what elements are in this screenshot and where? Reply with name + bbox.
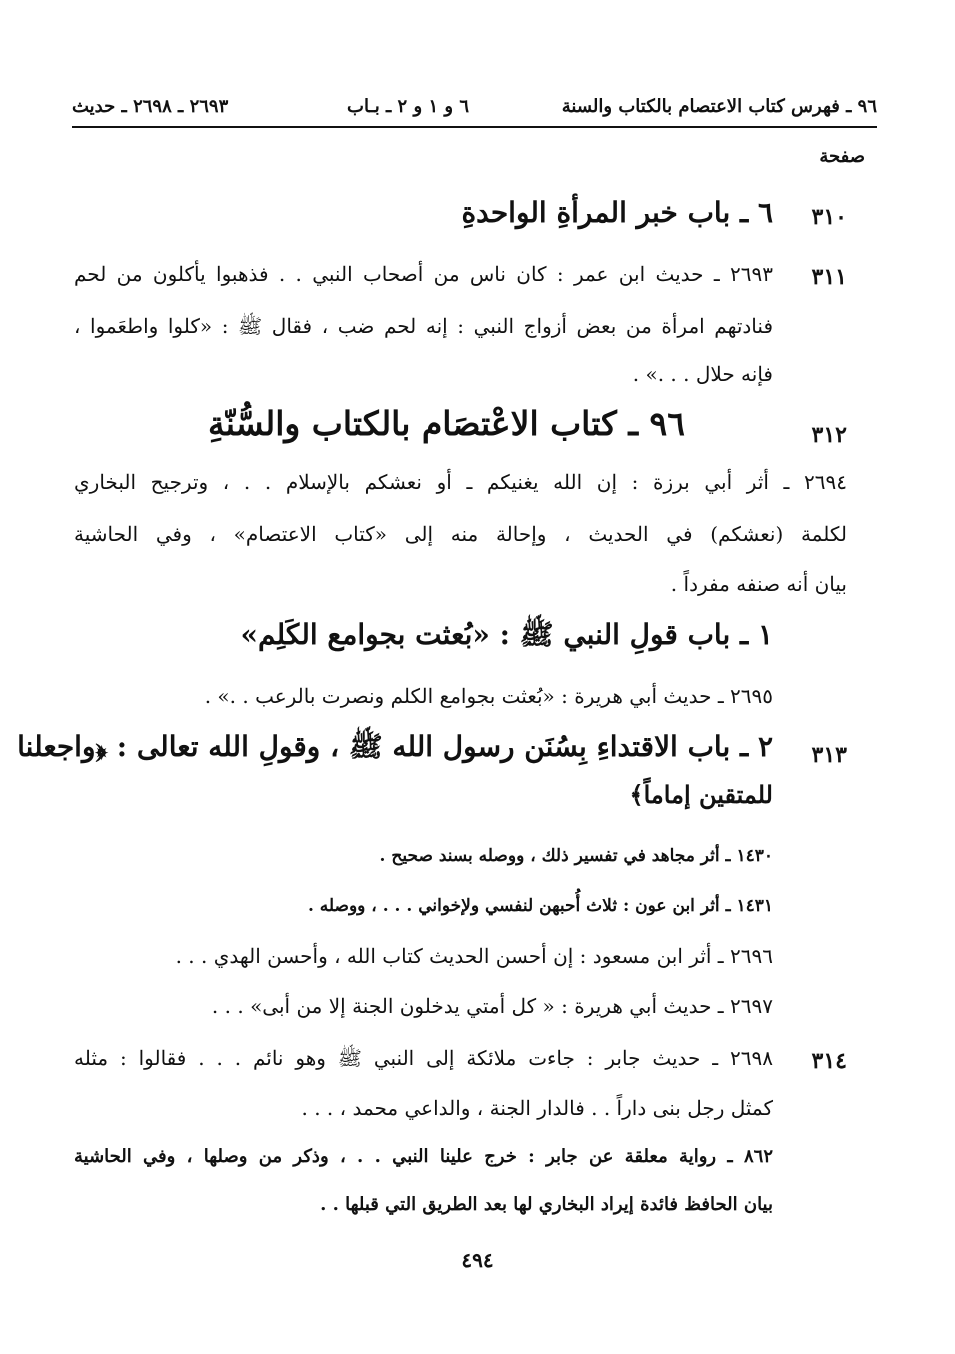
hadith-line: بيان أنه صنفه مفرداً . xyxy=(670,572,847,596)
hadith-line: فنادتهم امرأة من بعض أزواج النبي : إنه لحم ضب ، فقال ﷺ : «كلوا واطعَموا ، xyxy=(74,314,773,338)
hadith-line: ٢٦٩٣ ـ حديث ابن عمر : كان ناس من أصحاب النبي . . فذهبوا يأكلون من لحم xyxy=(74,262,773,286)
page-ref: ٣١٠ xyxy=(811,204,847,230)
riwaya-line: ٨٦٢ ـ رواية معلقة عن جابر : خرج علينا النبي . . ، وذكر من وصلها ، وفي الحاشية xyxy=(74,1146,773,1167)
page-ref: ٣١٤ xyxy=(811,1048,847,1074)
page-ref: ٣١١ xyxy=(811,264,847,290)
bab-heading: ٦ ـ باب خبر المرأةِ الواحدةِ xyxy=(461,196,773,229)
hadith-line: كمثل رجل بنى داراً . . فالدار الجنة ، والداعي محمد ، . . . xyxy=(301,1096,773,1120)
bab-heading: ١ ـ باب قولِ النبي ﷺ : «بُعثت بجوامع الكَلِم» xyxy=(240,618,773,651)
hadith-line: ٢٦٩٨ ـ حديث جابر : جاءت ملائكة إلى النبي ﷺ وهو نائم . . . فقالوا : مثله xyxy=(74,1046,773,1070)
athar-line: ١٤٣١ ـ أثر ابن عون : ثلاث أُحبهن لنفسي ولإخواني . . . ، ووصله . xyxy=(307,896,773,916)
book-title: ٩٦ ـ كتاب الاعْتصَام بالكتاب والسُّنّةِ xyxy=(208,404,685,443)
athar-line: ١٤٣٠ ـ أثر مجاهد في تفسير ذلك ، ووصله بسند صحيح . xyxy=(379,846,773,866)
hadith-line: فإنه حلال . . .» . xyxy=(632,362,773,386)
bab-heading-continued: للمتقين إماماً﴾ xyxy=(629,780,773,809)
header-chapter-title: ٩٦ ـ فهرس كتاب الاعتصام بالكتاب والسنة xyxy=(561,95,877,117)
header-hadith-range: ٢٦٩٣ ـ ٢٦٩٨ ـ حديث xyxy=(72,95,229,117)
hadith-line: لكلمة (نعشكم) في الحديث ، وإحالة منه إلى «كتاب الاعتصام» ، وفي الحاشية xyxy=(74,522,847,546)
riwaya-line: بيان الحافظ فائدة إيراد البخاري لها بعد الطريق التي قبلها . . xyxy=(320,1194,773,1215)
page-number: ٤٩٤ xyxy=(461,1248,494,1272)
bab-heading: ٢ ـ باب الاقتداءِ بِسُنَن رسول الله ﷺ ، وقولِ الله تعالى : ﴿واجعلنا xyxy=(17,730,773,763)
hadith-line: ٢٦٩٥ ـ حديث أبي هريرة : «بُعثت بجوامع الكلم ونصرت بالرعب . .» . xyxy=(204,684,773,708)
page-ref: ٣١٣ xyxy=(811,742,847,768)
page-ref: ٣١٢ xyxy=(811,422,847,448)
hadith-line: ٢٦٩٧ ـ حديث أبي هريرة : « كل أمتي يدخلون الجنة إلا من أبى» . . . xyxy=(211,994,773,1018)
hadith-line: ٢٦٩٤ ـ أثر أبي برزة : إن الله يغنيكم ـ أو نعشكم بالإسلام . . ، وترجيح البخاري xyxy=(74,470,847,494)
hadith-line: ٢٦٩٦ ـ أثر ابن مسعود : إن أحسن الحديث كتاب الله ، وأحسن الهدي . . . xyxy=(175,944,773,968)
page-column-label: صفحة xyxy=(819,146,865,167)
header-section-range: ٦ و ١ و ٢ ـ بـاب xyxy=(347,95,470,117)
running-header xyxy=(72,86,877,128)
